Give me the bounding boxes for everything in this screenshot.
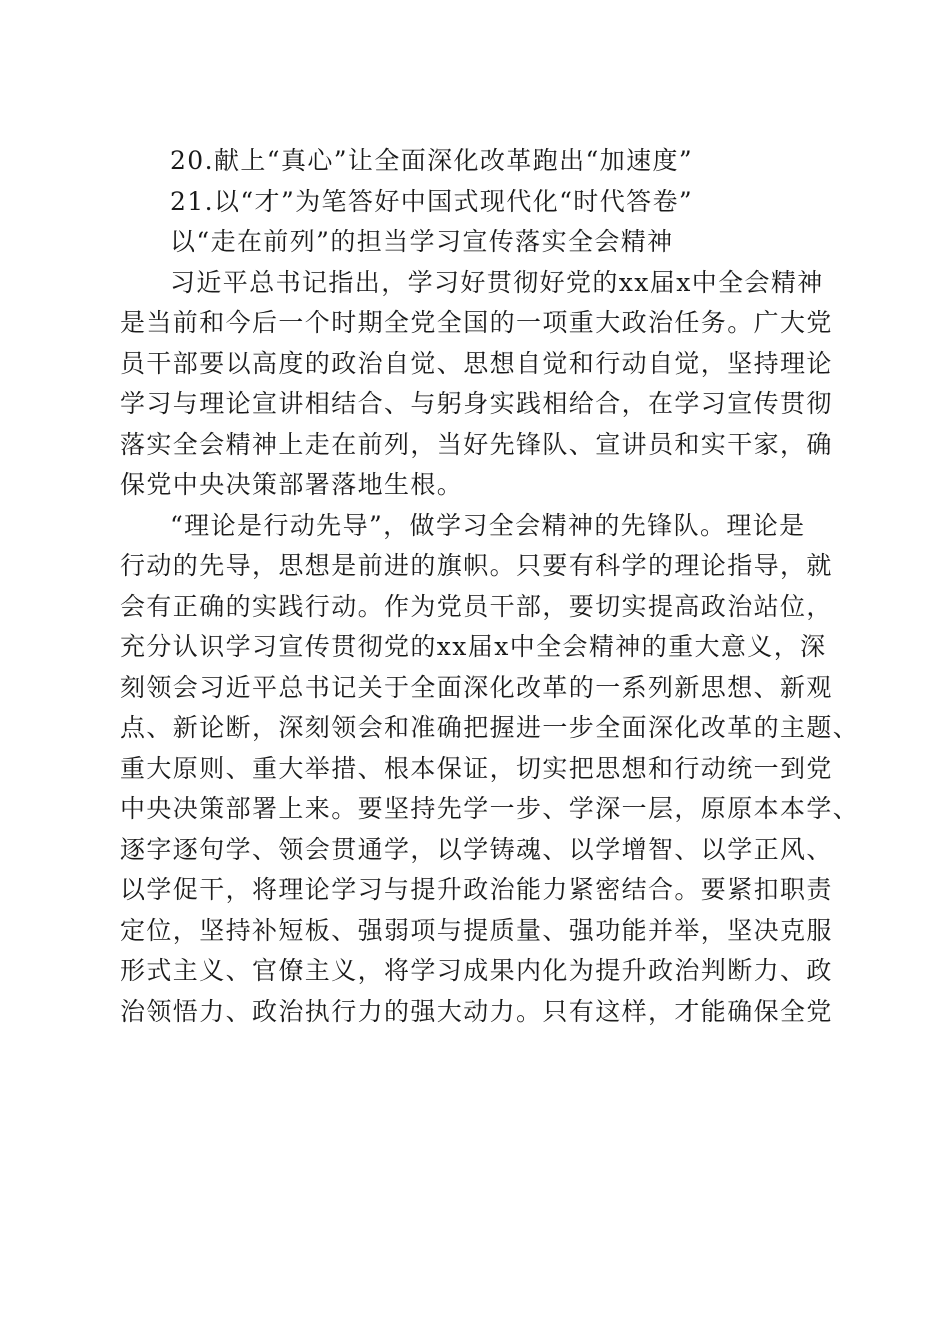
paragraph-line: 形式主义、官僚主义，将学习成果内化为提升政治判断力、政 [120,956,833,985]
paragraph-line: 点、新论断，深刻领会和准确把握进一步全面深化改革的主题、 [120,713,860,742]
paragraph-line: 刻领会习近平总书记关于全面深化改革的一系列新思想、新观 [120,672,833,702]
paragraph-line: 习近平总书记指出，学习好贯彻好党的xx届x中全会精神 [170,267,824,297]
paragraph-line: 学习与理论宣讲相结合、与躬身实践相给合，在学习宣传贯彻 [120,389,833,418]
paragraph-line: 中央决策部署上来。要坚持先学一步、学深一层，原原本本学、 [120,794,860,823]
paragraph-line: 治领悟力、政治执行力的强大动力。只有这样，才能确保全党 [120,996,833,1026]
section-title: 以“走在前列”的担当学习宣传落实全会精神 [170,227,674,256]
paragraph-line: 定位，坚持补短板、强弱项与提质量、强功能并举，坚决克服 [120,915,833,945]
list-item-20: 20.献上“真心”让全面深化改革跑出“加速度” [170,146,694,175]
paragraph-line: “理论是行动先导”，做学习全会精神的先锋队。理论是 [170,510,806,540]
paragraph-line: 落实全会精神上走在前列，当好先锋队、宣讲员和实干家，确 [120,429,833,459]
paragraph-line: 是当前和今后一个时期全党全国的一项重大政治任务。广大党 [120,308,833,337]
paragraph-line: 保党中央决策部署落地生根。 [120,470,464,499]
paragraph-1 [120,263,840,506]
paragraph-line: 充分认识学习宣传贯彻党的xx届x中全会精神的重大意义，深 [120,632,827,661]
paragraph-2 [120,506,860,1033]
list-item-21: 21.以“才”为笔答好中国式现代化“时代答卷” [170,186,694,216]
paragraph-line: 以学促干，将理论学习与提升政治能力紧密结合。要紧扣职责 [120,875,833,904]
paragraph-line: 行动的先导，思想是前进的旗帜。只要有科学的理论指导，就 [120,551,833,580]
paragraph-line: 重大原则、重大举措、根本保证，切实把思想和行动统一到党 [120,753,833,783]
paragraph-line: 员干部要以高度的政治自觉、思想自觉和行动自觉，坚持理论 [120,348,833,378]
paragraph-line: 会有正确的实践行动。作为党员干部，要切实提高政治站位， [120,591,833,621]
document-body [120,141,860,1032]
paragraph-line: 逐字逐句学、领会贯通学，以学铸魂、以学增智、以学正风、 [120,834,833,864]
